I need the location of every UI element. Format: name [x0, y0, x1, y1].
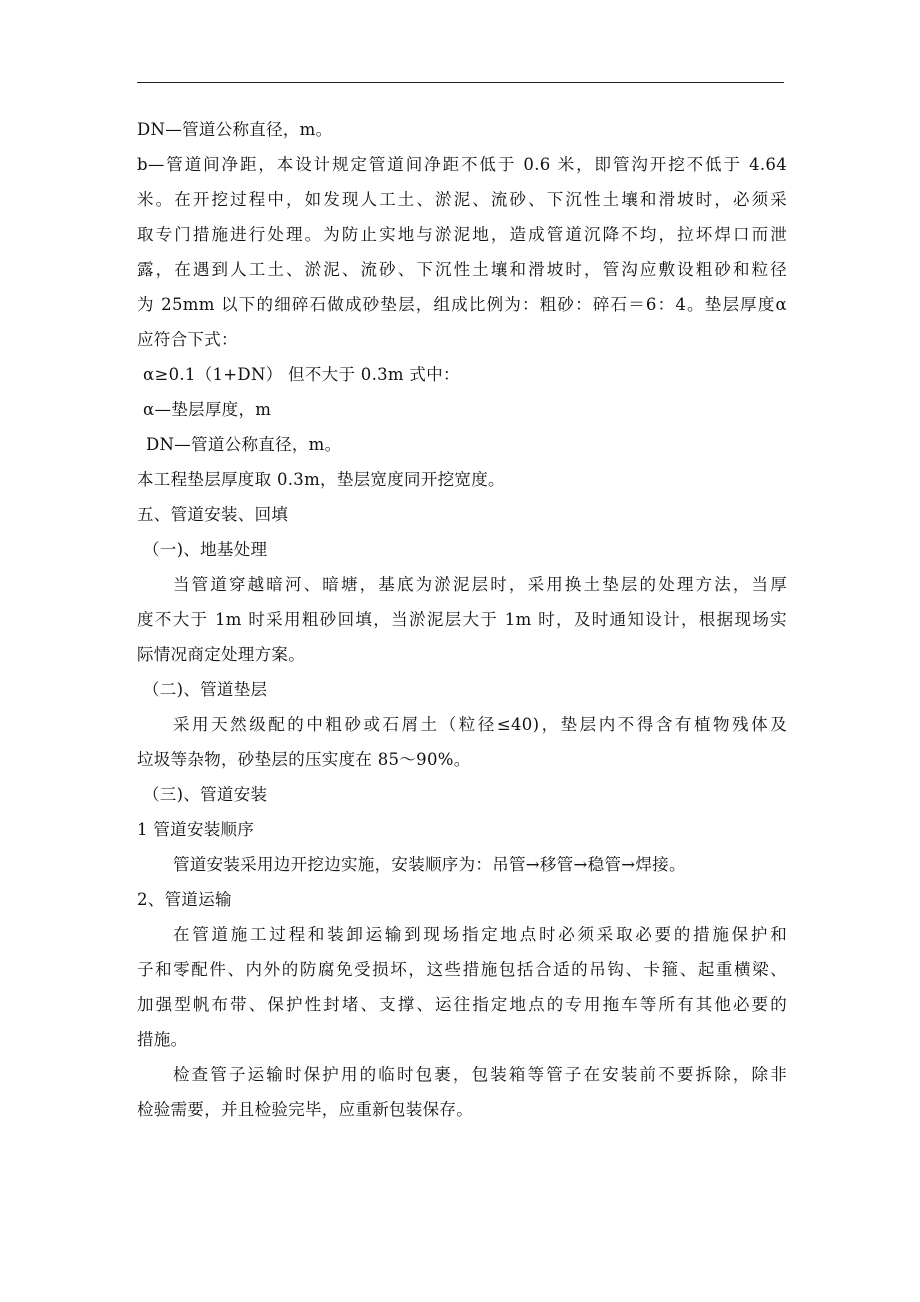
subsection-heading: （三)、管道安装	[143, 785, 268, 804]
paragraph-line: DN—管道公称直径，m。	[137, 120, 333, 139]
formula-line: α≥0.1（1+DN） 但不大于 0.3m 式中：	[143, 365, 460, 384]
section-heading: 五、管道安装、回填	[137, 505, 289, 524]
paragraph-line: 采用天然级配的中粗砂或石屑土（粒径≤40)，垫层内不得含有植物残体及	[173, 715, 787, 734]
item-heading: 2、管道运输	[137, 890, 232, 909]
paragraph-line: 在管道施工过程和装卸运输到现场指定地点时必须采取必要的措施保护和	[173, 925, 787, 944]
paragraph-line: 子和零配件、内外的防腐免受损坏，这些措施包括合适的吊钩、卡箍、起重横梁、	[137, 960, 787, 979]
paragraph-line: 检查管子运输时保护用的临时包裹，包装箱等管子在安装前不要拆除，除非	[173, 1065, 787, 1084]
paragraph-line: 加强型帆布带、保护性封堵、支撑、运往指定地点的专用拖车等所有其他必要的	[137, 995, 787, 1014]
paragraph-line: 米。在开挖过程中，如发现人工土、淤泥、流砂、下沉性土壤和滑坡时，必须采	[137, 190, 787, 209]
paragraph-line: 当管道穿越暗河、暗塘，基底为淤泥层时，采用换土垫层的处理方法，当厚	[173, 575, 787, 594]
paragraph-line: 露，在遇到人工土、淤泥、流砂、下沉性土壤和滑坡时，管沟应敷设粗砂和粒径	[137, 260, 787, 279]
paragraph-line: b—管道间净距，本设计规定管道间净距不低于 0.6 米，即管沟开挖不低于 4.64	[137, 155, 787, 174]
paragraph-line: 应符合下式：	[137, 330, 238, 349]
document-body	[137, 112, 787, 1127]
paragraph-line: 本工程垫层厚度取 0.3m，垫层宽度同开挖宽度。	[137, 470, 505, 489]
header-rule	[137, 82, 784, 83]
paragraph-line: 垃圾等杂物，砂垫层的压实度在 85～90%。	[137, 750, 471, 769]
paragraph-line: 管道安装采用边开挖边实施，安装顺序为：吊管→移管→稳管→焊接。	[173, 855, 686, 874]
subsection-heading: （二)、管道垫层	[143, 680, 268, 699]
paragraph-line: 际情况商定处理方案。	[137, 645, 305, 664]
paragraph-line: 度不大于 1m 时采用粗砂回填，当淤泥层大于 1m 时，及时通知设计，根据现场实	[137, 610, 787, 629]
paragraph-line: 检验需要，并且检验完毕，应重新包装保存。	[137, 1100, 473, 1119]
subsection-heading: （一)、地基处理	[143, 540, 268, 559]
paragraph-line: 取专门措施进行处理。为防止实地与淤泥地，造成管道沉降不均，拉坏焊口而泄	[137, 225, 787, 244]
paragraph-line: α—垫层厚度，m	[143, 400, 272, 419]
paragraph-line: DN—管道公称直径，m。	[146, 435, 342, 454]
paragraph-line: 为 25mm 以下的细碎石做成砂垫层，组成比例为：粗砂：碎石＝6：4。垫层厚度α	[137, 295, 787, 314]
paragraph-line: 措施。	[137, 1030, 188, 1049]
item-heading: 1 管道安装顺序	[137, 820, 255, 839]
